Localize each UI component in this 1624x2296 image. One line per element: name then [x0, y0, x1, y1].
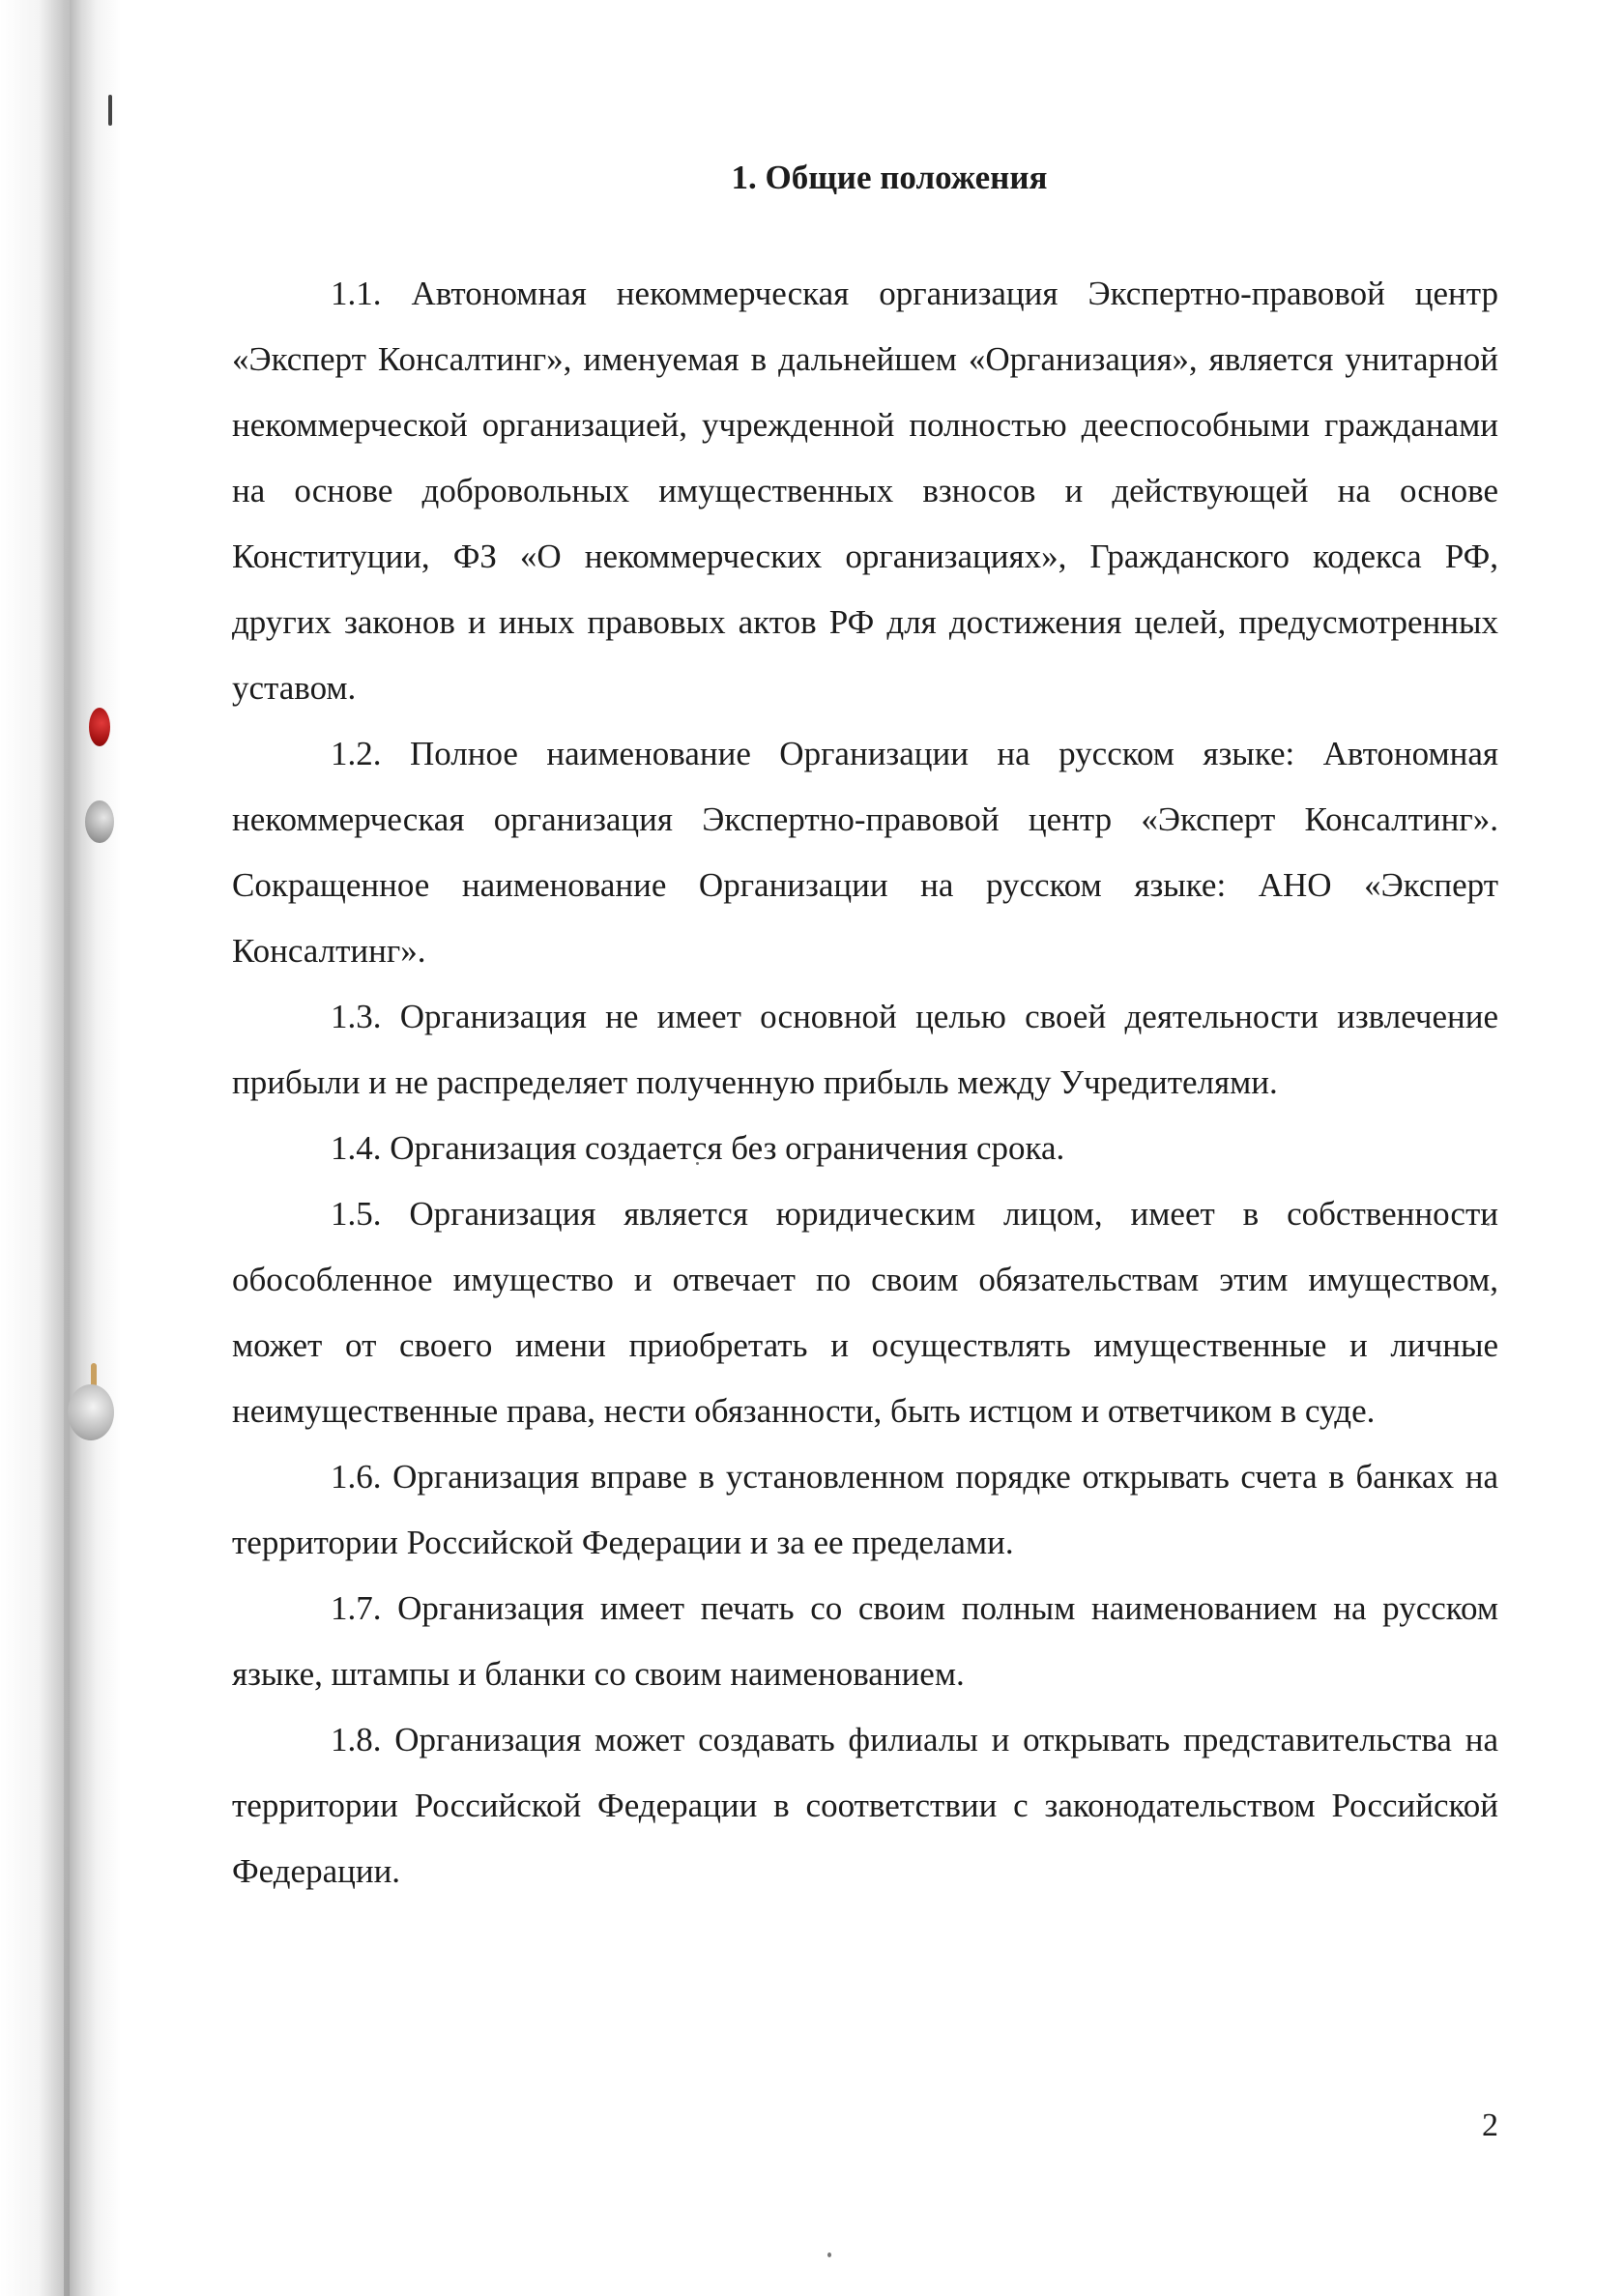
- paragraph-1-3: 1.3. Организация не имеет основной целью своей деятельности извлечение прибыли и не распределяет полученную прибыль между Учредителями.: [232, 998, 1498, 1101]
- document-body: [232, 145, 1498, 1904]
- binding-hole-mark: [68, 1384, 114, 1440]
- page-fold-line: [64, 0, 70, 2296]
- scan-speck: [827, 2252, 831, 2257]
- paragraph-1-6: 1.6. Организация вправе в установленном порядке открывать счета в банках на территории Российской Федерации и за ее пределами.: [232, 1458, 1498, 1561]
- paragraph-1-2: 1.2. Полное наименование Организации на русском языке: Автономная некоммерческая организация Экспертно-правовой центр «Эксперт Консалтинг». Сокращенное наименование Организации на русском языке: АНО «Эксперт Консалтинг».: [232, 735, 1498, 970]
- paragraph-1-5: 1.5. Организация является юридическим лицом, имеет в собственности обособленное имущество и отвечает по своим обязательствам этим имуществом, может от своего имени приобретать и осуществлять имущественные и личные неимущественные права, нести обязанности, быть истцом и ответчиком в суде.: [232, 1195, 1498, 1430]
- binding-hole-mark: [85, 800, 114, 843]
- paragraph-1-8: 1.8. Организация может создавать филиалы и открывать представительства на территории Российской Федерации в соответствии с законодательством Российской Федерации.: [232, 1721, 1498, 1890]
- paragraph-1-4: 1.4. Организация создается без ограничения срока.: [331, 1129, 1065, 1167]
- page-fold-shadow: [0, 0, 126, 2296]
- binding-tick-mark: [108, 95, 112, 126]
- paragraph-1-1: 1.1. Автономная некоммерческая организация Экспертно-правовой центр «Эксперт Консалтинг», именуемая в дальнейшем «Организация», является унитарной некоммерческой организацией, учрежденной полностью дееспособными гражданами на основе добровольных имущественных взносов и действующей на основе Конституции, ФЗ «О некоммерческих организациях», Гражданского кодекса РФ, других законов и иных правовых актов РФ для достижения целей, предусмотренных уставом.: [232, 275, 1498, 707]
- red-binding-mark: [89, 708, 110, 746]
- section-heading: 1. Общие положения: [731, 159, 1048, 196]
- page-number: 2: [1482, 2107, 1498, 2143]
- paragraph-1-7: 1.7. Организация имеет печать со своим полным наименованием на русском языке, штампы и бланки со своим наименованием.: [232, 1589, 1498, 1693]
